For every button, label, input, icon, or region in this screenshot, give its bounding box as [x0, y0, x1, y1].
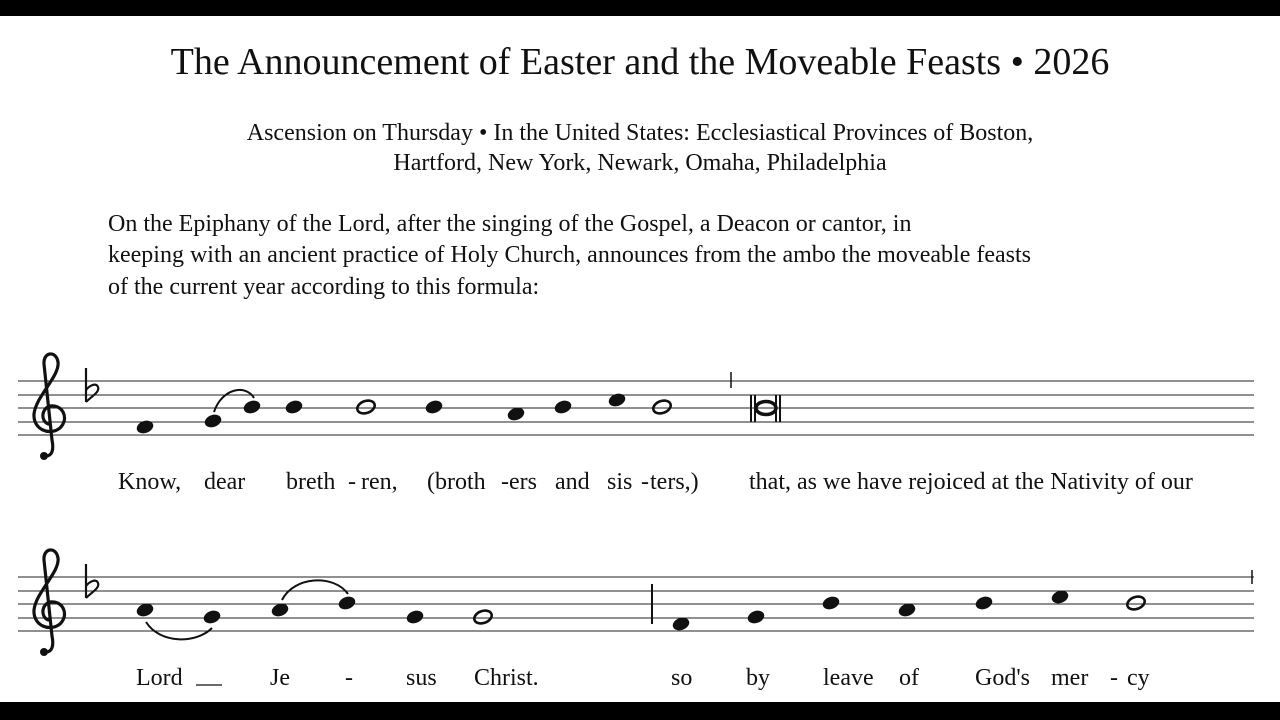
- notes-system-2: [135, 588, 1070, 632]
- lyric-hyphen: -: [1110, 665, 1118, 691]
- lyric-syllable: leave: [823, 665, 874, 691]
- intro-line-3: of the current year according to this formula:: [108, 274, 540, 300]
- lyric-syllable: sis: [607, 469, 633, 495]
- lyric-syllable: and: [555, 469, 590, 495]
- lyric-hyphen: -: [348, 469, 356, 495]
- treble-clef-icon: [34, 354, 65, 460]
- lyric-syllable: mer: [1051, 665, 1089, 691]
- staff-system-2: [18, 577, 1254, 631]
- flat-icon: [86, 368, 98, 402]
- lyric-syllable: by: [746, 665, 770, 691]
- half-notes-system-2: [472, 594, 1146, 625]
- lyric-hyphen: -: [345, 665, 353, 691]
- lyric-syllable: (broth: [427, 469, 486, 495]
- lyric-syllable: of: [899, 665, 919, 691]
- notes-system-1: [135, 391, 627, 435]
- lyric-syllable: dear: [204, 469, 246, 495]
- lyric-syllable: sus: [406, 665, 437, 691]
- lyric-syllable: ren,: [361, 469, 398, 495]
- document-page: [0, 16, 1280, 702]
- lyric-syllable: cy: [1127, 665, 1150, 691]
- lyric-syllable: Je: [270, 665, 290, 691]
- intro-line-1: On the Epiphany of the Lord, after the singing of the Gospel, a Deacon or cantor, in: [108, 211, 912, 237]
- lyric-syllable: God's: [975, 665, 1030, 691]
- lyric-syllable: so: [671, 665, 693, 691]
- slur-3: [282, 580, 348, 600]
- lyric-syllable: Christ.: [474, 665, 539, 691]
- music-score: [0, 16, 1280, 702]
- lyric-syllable: breth: [286, 469, 336, 495]
- lyric-syllable: ters,): [650, 469, 699, 495]
- treble-clef-icon: [34, 550, 65, 656]
- lyric-syllable: Lord: [136, 665, 183, 691]
- lyric-hyphen: -: [641, 469, 649, 495]
- page-title: The Announcement of Easter and the Moveable Feasts • 2026: [170, 41, 1110, 83]
- lyric-syllable: Know,: [118, 469, 182, 495]
- lyric-syllable: ers: [509, 469, 537, 495]
- staff-system-1: [18, 381, 1254, 435]
- subtitle-line-1: Ascension on Thursday • In the United States: Ecclesiastical Provinces of Boston,: [246, 120, 1034, 146]
- lyric-hyphen: -: [501, 469, 509, 495]
- lyric-recitation: that, as we have rejoiced at the Nativity of our: [749, 469, 1193, 495]
- flat-icon: [86, 564, 98, 598]
- subtitle-line-2: Hartford, New York, Newark, Omaha, Philadelphia: [393, 150, 887, 176]
- intro-line-2: keeping with an ancient practice of Holy Church, announces from the ambo the moveable feasts: [108, 242, 1032, 268]
